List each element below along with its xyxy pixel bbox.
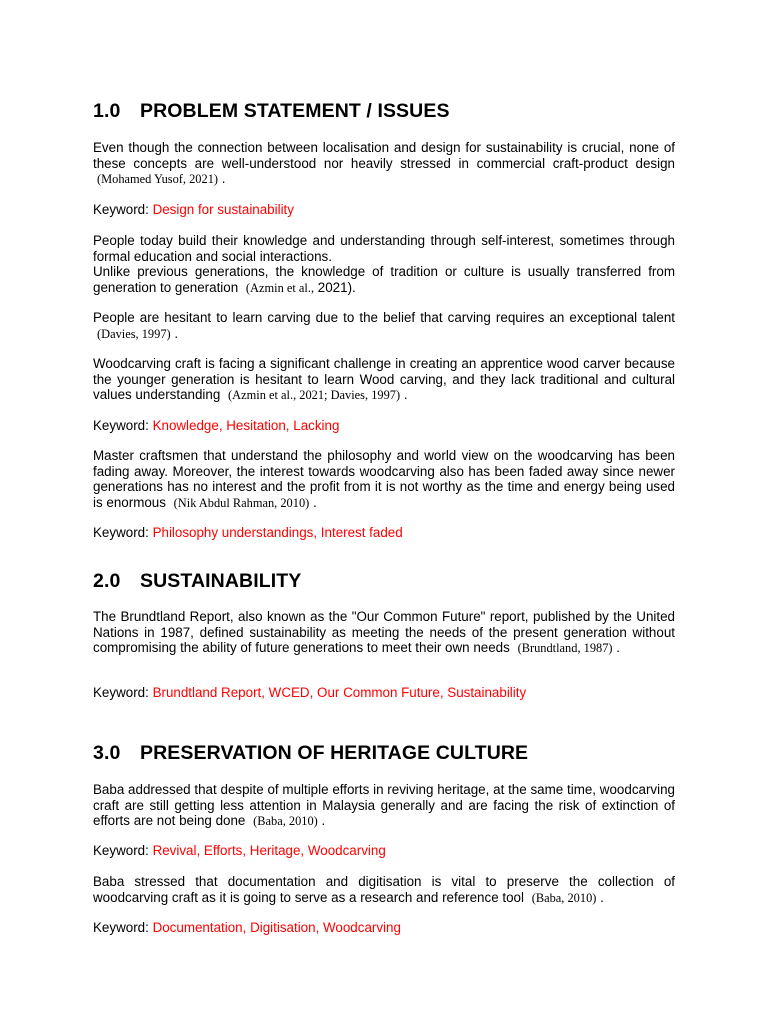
keyword-line-1 bbox=[93, 202, 294, 218]
citation: (Davies, 1997) bbox=[97, 326, 171, 341]
paragraph-tail: . bbox=[600, 889, 604, 905]
paragraph-text: People are hesitant to learn carving due to the belief that carving requires an exceptional talent bbox=[93, 310, 675, 325]
section-title: SUSTAINABILITY bbox=[140, 570, 302, 592]
keyword-value: Design for sustainability bbox=[152, 202, 294, 217]
citation: (Azmin et al., bbox=[245, 280, 315, 295]
keyword-label: Keyword: bbox=[93, 920, 149, 935]
paragraph-localisation bbox=[93, 140, 675, 188]
paragraph-tail: . bbox=[174, 325, 179, 341]
citation: (Baba, 2010) bbox=[531, 890, 597, 905]
citation: (Mohamed Yusof, 2021) bbox=[97, 172, 219, 187]
citation: (Brundtland, 1987) bbox=[517, 641, 613, 656]
section-heading-problem-statement bbox=[93, 100, 450, 123]
keyword-value: Philosophy understandings, Interest faded bbox=[152, 525, 403, 540]
section-heading-preservation bbox=[93, 742, 528, 765]
section-number: 1.0 bbox=[93, 100, 121, 122]
section-number: 3.0 bbox=[93, 742, 121, 764]
paragraph-woodcarving-challenge bbox=[93, 356, 675, 404]
paragraph-text: Woodcarving craft is facing a significant challenge in creating an apprentice wood carver because the younger generation is hesitant to learn Wood carving, and they lack traditional and cultural values understanding bbox=[93, 356, 675, 403]
paragraph-tail: . bbox=[616, 640, 621, 656]
paragraph-knowledge bbox=[93, 233, 675, 296]
paragraph-text: Even though the connection between localisation and design for sustainability is crucial, none of these concepts are well-understood nor heavily stressed in commercial craft-product design bbox=[93, 140, 675, 171]
keyword-value: Brundtland Report, WCED, Our Common Future, Sustainability bbox=[152, 685, 527, 700]
paragraph-text-2: Unlike previous generations, the knowledge of tradition or culture is usually transferred from generation to generation bbox=[93, 264, 675, 295]
section-heading-sustainability bbox=[93, 570, 301, 593]
keyword-label: Keyword: bbox=[93, 843, 149, 858]
paragraph-text: The Brundtland Report, also known as the "Our Common Future" report, published by the United Nations in 1987, defined sustainability as meeting the needs of the present generation without compromising the ability of future generations to meet their own needs bbox=[93, 609, 675, 656]
keyword-line-5 bbox=[93, 843, 386, 859]
paragraph-master-craftsmen bbox=[93, 448, 675, 511]
paragraph-text: Baba addressed that despite of multiple efforts in reviving heritage, at the same time, woodcarving craft are still getting less attention in Malaysia generally and are facing the risk of extinction of efforts are not being done bbox=[93, 782, 675, 829]
keyword-line-4 bbox=[93, 685, 526, 701]
paragraph-brundtland bbox=[93, 609, 675, 657]
keyword-value: Revival, Efforts, Heritage, Woodcarving bbox=[152, 843, 386, 858]
keyword-label: Keyword: bbox=[93, 525, 149, 540]
keyword-line-2 bbox=[93, 418, 339, 434]
section-title: PRESERVATION OF HERITAGE CULTURE bbox=[140, 742, 529, 764]
citation: (Nik Abdul Rahman, 2010) bbox=[173, 495, 310, 510]
citation-year: 2021). bbox=[317, 279, 356, 295]
section-number: 2.0 bbox=[93, 570, 121, 592]
paragraph-tail: . bbox=[321, 813, 326, 829]
keyword-label: Keyword: bbox=[93, 202, 149, 217]
paragraph-hesitant bbox=[93, 310, 675, 342]
keyword-label: Keyword: bbox=[93, 418, 149, 433]
paragraph-text: Master craftsmen that understand the philosophy and world view on the woodcarving has been fading away. Moreover, the interest towards woodcarving also has been faded away since newer generations has no interest and the profit from it is not worthy as the time and energy being used is enormous bbox=[93, 448, 675, 510]
paragraph-baba-stressed bbox=[93, 874, 675, 906]
paragraph-tail: . bbox=[313, 494, 317, 510]
paragraph-text: People today build their knowledge and understanding through self-interest, sometimes through formal education and social interactions. bbox=[93, 233, 675, 264]
section-title: PROBLEM STATEMENT / ISSUES bbox=[140, 100, 450, 122]
keyword-value: Documentation, Digitisation, Woodcarving bbox=[152, 920, 401, 935]
paragraph-text: Baba stressed that documentation and digitisation is vital to preserve the collection of woodcarving craft as it is going to serve as a research and reference tool bbox=[93, 874, 675, 905]
paragraph-tail: . bbox=[403, 387, 408, 403]
keyword-line-3 bbox=[93, 525, 403, 541]
keyword-label: Keyword: bbox=[93, 685, 149, 700]
citation: (Azmin et al., 2021; Davies, 1997) bbox=[228, 388, 401, 403]
keyword-value: Knowledge, Hesitation, Lacking bbox=[152, 418, 340, 433]
paragraph-tail: . bbox=[221, 171, 226, 187]
citation: (Baba, 2010) bbox=[253, 814, 318, 829]
paragraph-baba-addressed bbox=[93, 782, 675, 830]
keyword-line-6 bbox=[93, 920, 401, 936]
